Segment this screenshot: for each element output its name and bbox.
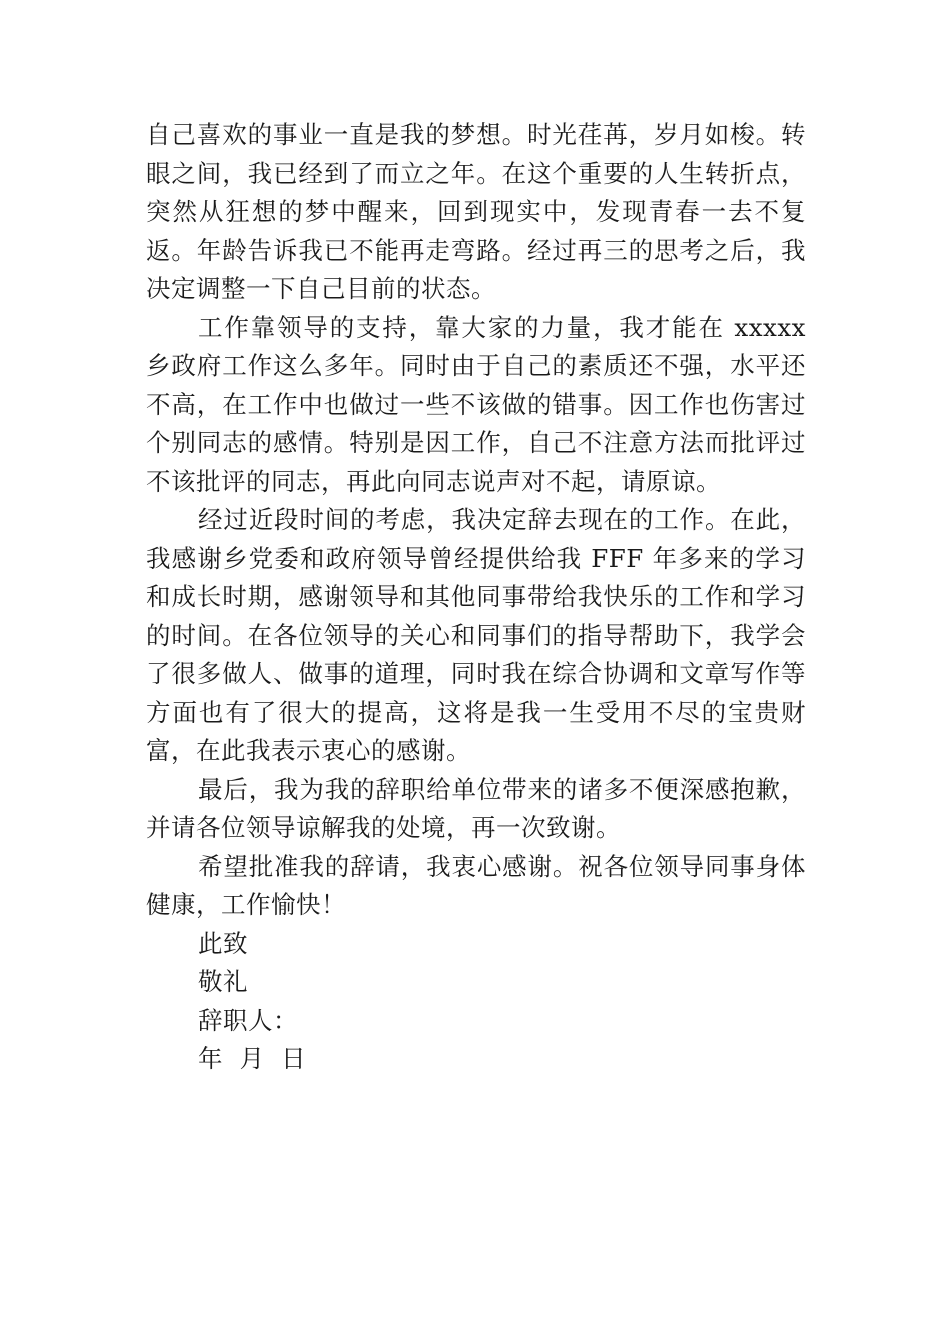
signer-label: 辞职人： [198, 1005, 298, 1035]
paragraph-opening: 自己喜欢的事业一直是我的梦想。时光荏苒，岁月如梭。转眼之间，我已经到了而立之年。在这个重要的人生转折点，突然从狂想的梦中醒来，回到现实中，发现青春一去不复返。年龄告诉我已不能再走弯路。经过再三的思考之后，我决定调整一下自己目前的状态。 [146, 120, 806, 303]
paragraph-resignation-decision: 经过近段时间的考虑，我决定辞去现在的工作。在此，我感谢乡党委和政府领导曾经提供给我 FFF 年多来的学习和成长时期，感谢领导和其他同事带给我快乐的工作和学习的时间。在各位领导的关心和同事们的指导帮助下，我学会了很多做人、做事的道理，同时我在综合协调和文章写作等方面也有了很大的提高，这将是我一生受用不尽的宝贵财富，在此我表示衷心的感谢。 [146, 505, 806, 765]
paragraph-wishes: 希望批准我的辞请，我衷心感谢。祝各位领导同事身体健康，工作愉快！ [146, 851, 806, 919]
letter-body [146, 116, 806, 1079]
closing-regards: 敬礼 [198, 967, 248, 996]
paragraph-apology: 最后，我为我的辞职给单位带来的诸多不便深感抱歉，并请各位领导谅解我的处境，再一次致谢。 [146, 774, 806, 842]
date-label: 年 月 日 [198, 1044, 307, 1073]
closing-salutation: 此致 [198, 928, 248, 958]
paragraph-gratitude-apology: 工作靠领导的支持，靠大家的力量，我才能在 xxxxx 乡政府工作这么多年。同时由于自己的素质还不强，水平还不高，在工作中也做过一些不该做的错事。因工作也伤害过个别同志的感情。特别是因工作，自己不注意方法而批评过不该批评的同志，再此向同志说声对不起，请原谅。 [146, 312, 806, 496]
